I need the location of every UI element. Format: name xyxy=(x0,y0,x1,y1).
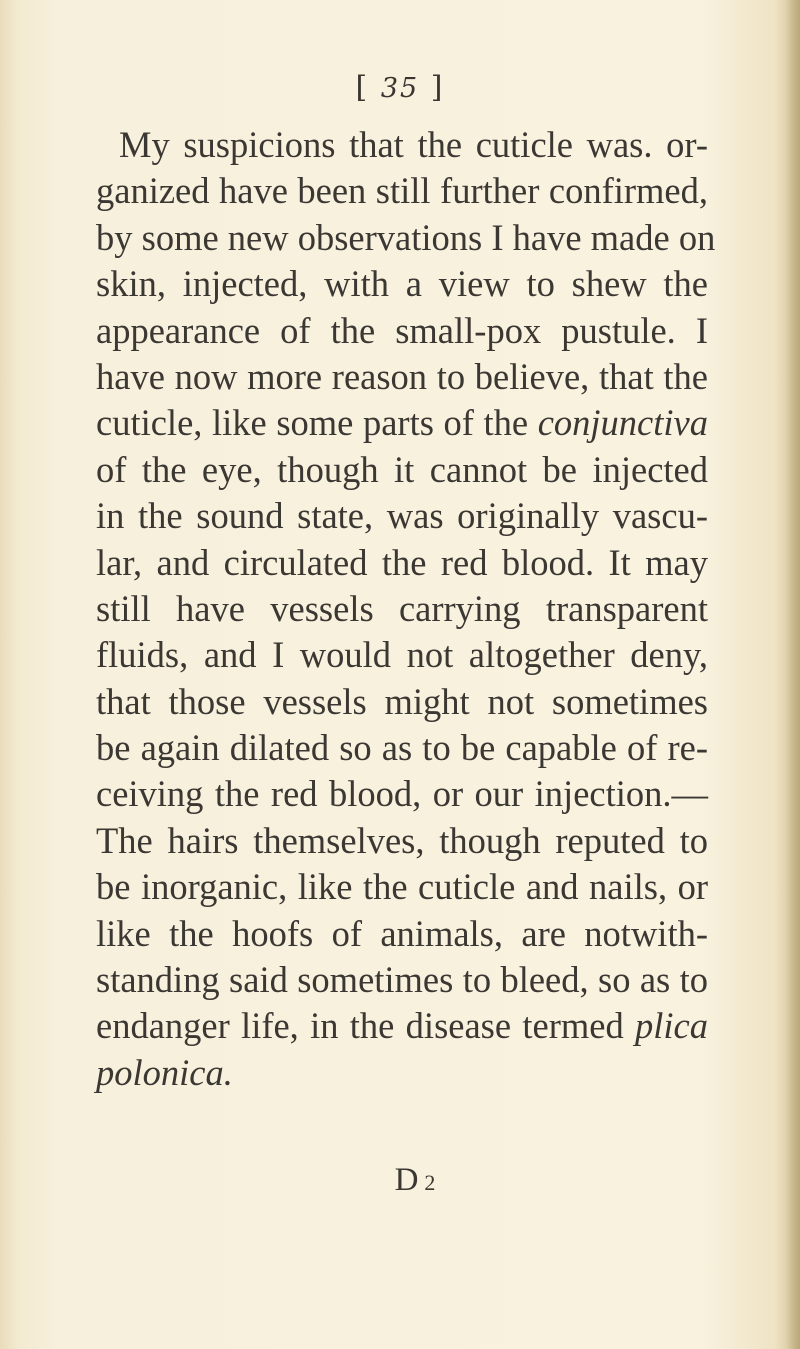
page-header xyxy=(0,70,800,105)
text-line: have now more reason to believe, that the xyxy=(96,355,708,397)
page-edge-shadow xyxy=(786,0,800,1349)
text-line: ceiving the red blood, or our injection.— xyxy=(96,773,708,815)
text-line: still have vessels carrying transparent xyxy=(96,587,708,629)
text-line: of the eye, though it cannot be injected xyxy=(96,448,708,490)
header-bracket-left: [ xyxy=(355,70,370,105)
italic-term: plica xyxy=(635,1005,708,1047)
body-paragraph xyxy=(96,122,716,1096)
text-line: in the sound state, was originally vascu- xyxy=(96,495,708,537)
text-line: be again dilated so as to be capable of re- xyxy=(96,727,708,769)
text-line: ganized have been still further confirmed, xyxy=(96,170,708,212)
text-run: endanger life, in the disease termed xyxy=(96,1005,636,1047)
text-line: by some new observations I have made on xyxy=(96,216,716,258)
text-line: My suspicions that the cuticle was. or- xyxy=(119,124,708,165)
text-line: lar, and circulated the red blood. It may xyxy=(96,541,708,583)
signature-mark xyxy=(0,1162,800,1199)
header-bracket-right: ] xyxy=(430,70,445,105)
text-line: standing said sometimes to bleed, so as to xyxy=(96,959,708,1001)
text-line: that those vessels might not sometimes xyxy=(96,680,708,722)
text-line: The hairs themselves, though reputed to xyxy=(96,819,708,861)
italic-term: conjunctiva xyxy=(537,402,708,444)
text-line xyxy=(96,1050,708,1096)
text-run: cuticle, like some parts of the xyxy=(96,402,538,444)
italic-term: polonica. xyxy=(96,1051,233,1093)
text-line: fluids, and I would not altogether deny, xyxy=(96,634,708,676)
text-line xyxy=(96,400,708,446)
text-line: skin, injected, with a view to shew the xyxy=(96,263,708,305)
page-number: 35 xyxy=(380,73,420,104)
signature-letter: D xyxy=(394,1162,419,1198)
text-line xyxy=(96,1003,708,1049)
text-line: appearance of the small-pox pustule. I xyxy=(96,309,708,351)
text-line: be inorganic, like the cuticle and nails, or xyxy=(96,866,708,908)
text-line: like the hoofs of animals, are notwith- xyxy=(96,912,708,954)
signature-number: 2 xyxy=(424,1170,436,1195)
